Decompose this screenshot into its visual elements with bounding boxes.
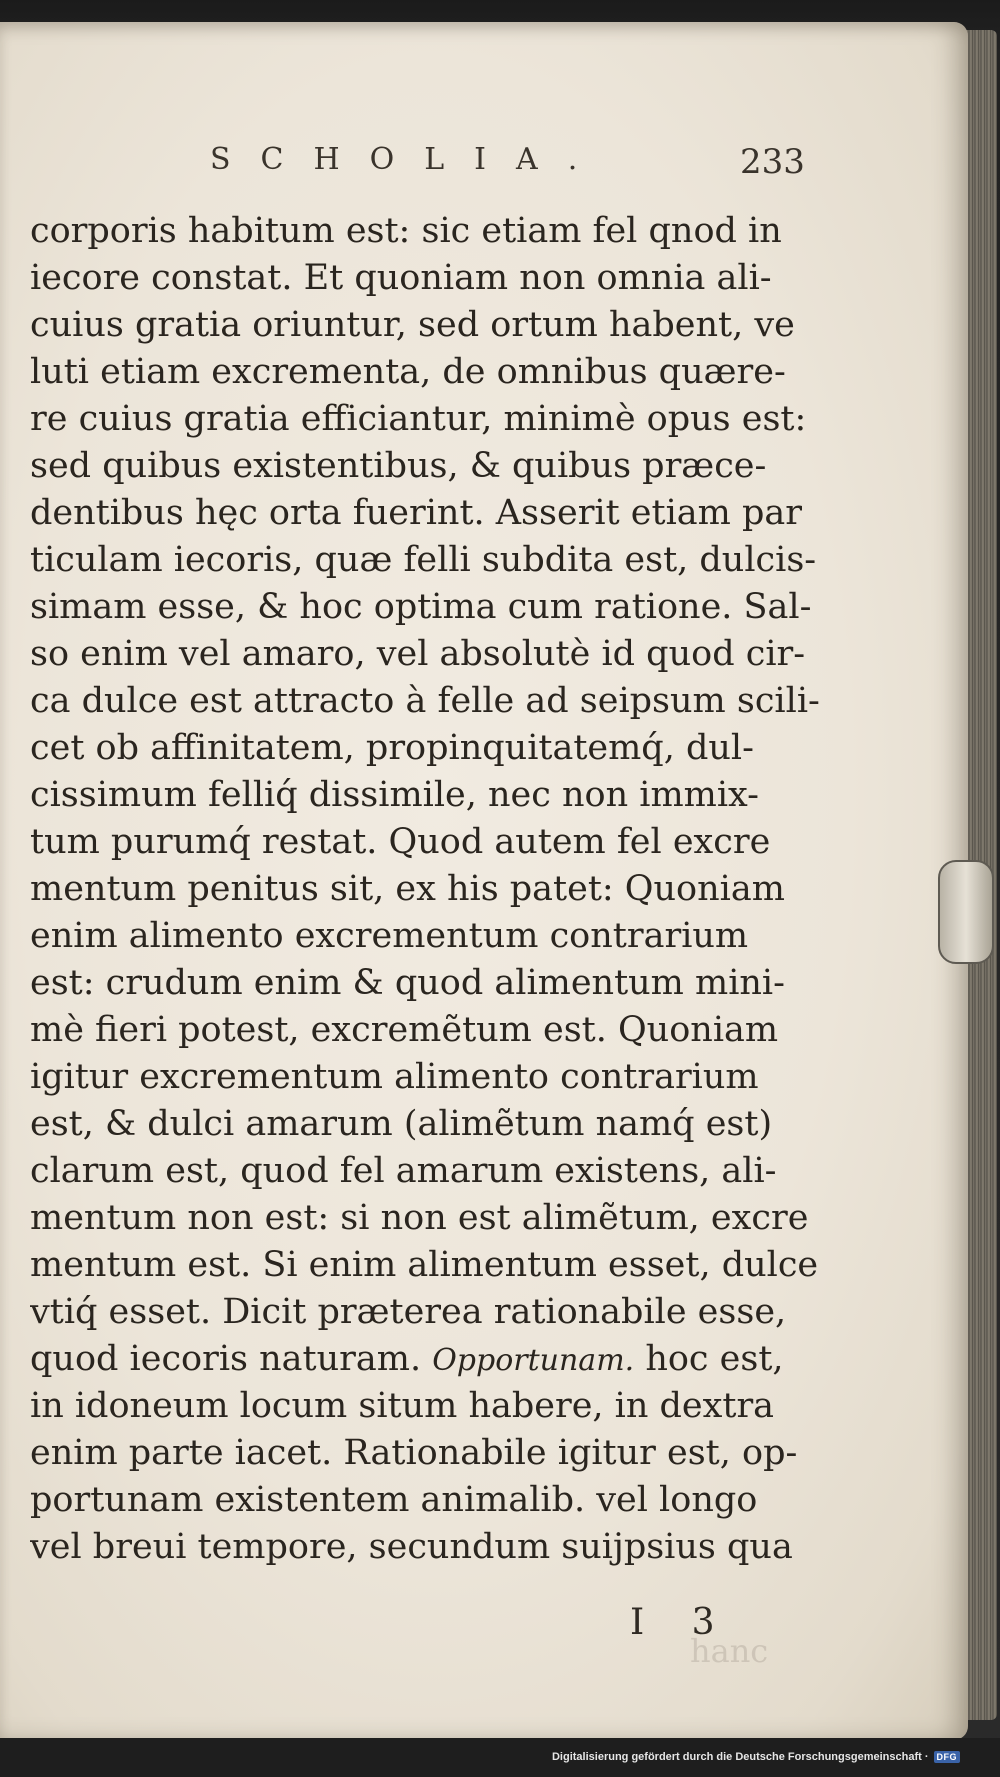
- signature-mark: I 3: [630, 1602, 733, 1643]
- page-text-block: [0, 22, 968, 1740]
- text-line: cissimum felliq́ dissimile, nec non immix-: [30, 775, 759, 815]
- text-line: cet ob affinitatem, propinquitatemq́, dul-: [30, 728, 754, 768]
- text-line: dentibus hęc orta fuerint. Asserit etiam par: [30, 493, 802, 533]
- funding-credit-text: Digitalisierung gefördert durch die Deutsche Forschungsgemeinschaft ·: [551, 1751, 929, 1763]
- text-line: tum purumq́ restat. Quod autem fel excre: [30, 822, 771, 862]
- text-line: simam esse, & hoc optima cum ratione. Sal-: [30, 587, 812, 627]
- text-line: portunam existentem animalib. vel longo: [30, 1480, 758, 1520]
- text-line: ticulam iecoris, quæ felli subdita est, dulcis-: [30, 540, 817, 580]
- bleed-through-text: hanc: [690, 1632, 769, 1670]
- text-line: in idoneum locum situm habere, in dextra: [30, 1386, 775, 1426]
- text-line: mentum penitus sit, ex his patet: Quoniam: [30, 869, 785, 909]
- running-head: SCHOLIA.: [210, 142, 608, 177]
- text-line: est, & dulci amarum (alimẽtum namq́ est): [30, 1104, 773, 1144]
- text-line: cuius gratia oriuntur, sed ortum habent, ve: [30, 305, 795, 345]
- italic-lemma: Opportunam.: [432, 1343, 635, 1378]
- text-line-part: quod iecoris naturam.: [30, 1339, 433, 1379]
- text-line: vel breui tempore, secundum suijpsius qua: [30, 1527, 793, 1567]
- text-line: ca dulce est attracto à felle ad seipsum scili-: [30, 681, 820, 721]
- page-number: 233: [740, 142, 805, 182]
- book-page: [0, 22, 968, 1740]
- text-line: so enim vel amaro, vel absolutè id quod cir-: [30, 634, 806, 674]
- text-line: mè fieri potest, excremẽtum est. Quoniam: [30, 1010, 779, 1050]
- text-line: luti etiam excrementa, de omnibus quære-: [30, 352, 786, 392]
- text-line: re cuius gratia efficiantur, minimè opus est:: [30, 399, 807, 439]
- page-clip: [938, 860, 994, 964]
- text-line: iecore constat. Et quoniam non omnia ali-: [30, 258, 772, 298]
- body-text: [30, 208, 850, 1571]
- text-line: est: crudum enim & quod alimentum mini-: [30, 963, 785, 1003]
- text-line: enim parte iacet. Rationabile igitur est, op-: [30, 1433, 798, 1473]
- text-line: mentum non est: si non est alimẽtum, excre: [30, 1198, 809, 1238]
- funding-credit: [552, 1751, 960, 1763]
- text-line: mentum est. Si enim alimentum esset, dulce: [30, 1245, 819, 1285]
- text-line: enim alimento excrementum contrarium: [30, 916, 749, 956]
- text-line: vtiq́ esset. Dicit præterea rationabile esse,: [30, 1292, 787, 1332]
- dfg-logo: DFG: [934, 1751, 961, 1763]
- text-line: sed quibus existentibus, & quibus præce-: [30, 446, 767, 486]
- text-line: corporis habitum est: sic etiam fel qnod in: [30, 211, 782, 251]
- text-line-part: hoc est,: [634, 1339, 784, 1379]
- text-line: [30, 1336, 850, 1383]
- text-line: clarum est, quod fel amarum existens, ali-: [30, 1151, 777, 1191]
- text-line: igitur excrementum alimento contrarium: [30, 1057, 759, 1097]
